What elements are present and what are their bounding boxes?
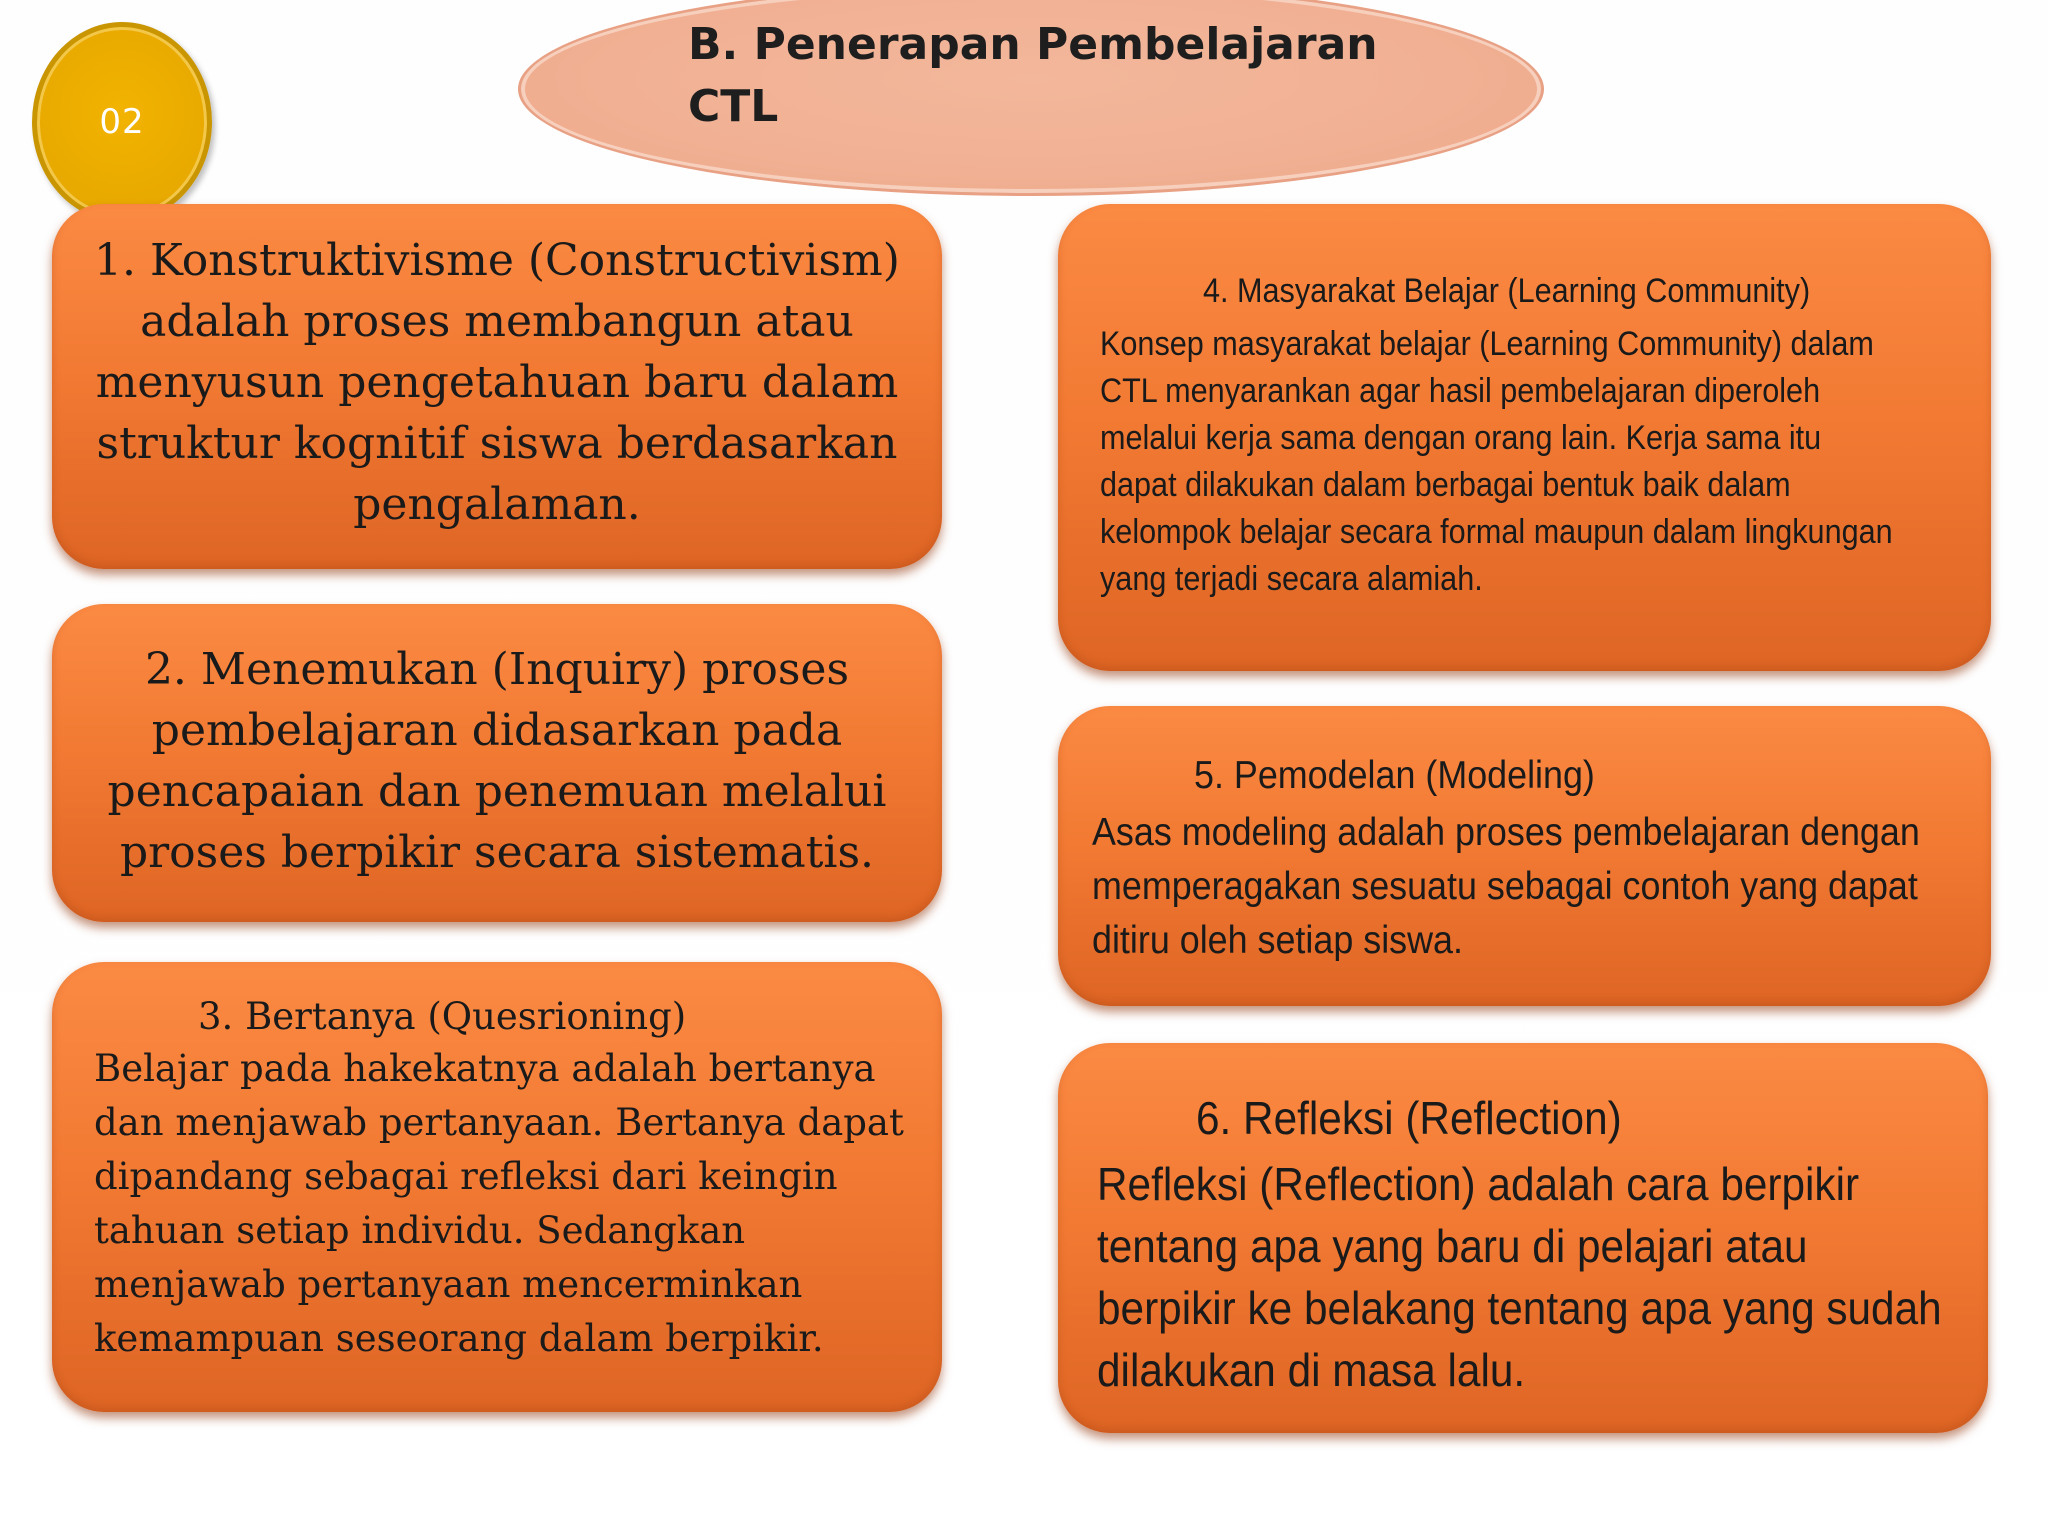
text-line: Refleksi (Reflection) adalah cara berpikir	[1097, 1158, 1860, 1210]
inquiry-text	[92, 639, 902, 883]
text-line: pembelajaran didasarkan pada	[151, 705, 843, 756]
text-line: Konsep masyarakat belajar (Learning Community) dalam	[1100, 325, 1874, 363]
slide-title	[688, 14, 1378, 138]
text-line: kemampuan seseorang dalam berpikir.	[94, 1317, 824, 1360]
reflection-box	[1058, 1043, 1988, 1433]
text-line: adalah proses membangun atau	[140, 296, 854, 347]
text-line: menjawab pertanyaan mencerminkan	[94, 1263, 803, 1306]
text-line: CTL menyarankan agar hasil pembelajaran diperoleh	[1100, 372, 1821, 410]
text-line: memperagakan sesuatu sebagai contoh yang dapat	[1092, 865, 1918, 908]
text-line: kelompok belajar secara formal maupun dalam lingkungan	[1100, 513, 1893, 551]
learning-community-text	[1100, 321, 1946, 603]
text-line: dan menjawab pertanyaan. Bertanya dapat	[94, 1101, 904, 1144]
text-line: proses berpikir secara sistematis.	[119, 827, 875, 878]
text-line: pencapaian dan penemuan melalui	[107, 766, 887, 817]
reflection-heading: 6. Refleksi (Reflection)	[1196, 1092, 1622, 1144]
slide-number: 02	[99, 102, 145, 142]
text-line: pengalaman.	[353, 479, 641, 530]
title-line-2: CTL	[688, 81, 779, 132]
questioning-heading: 3. Bertanya (Quesrioning)	[198, 995, 687, 1038]
text-line: tahuan setiap individu. Sedangkan	[94, 1209, 746, 1252]
learning-community-box	[1058, 204, 1991, 671]
modeling-heading: 5. Pemodelan (Modeling)	[1194, 754, 1595, 797]
text-line: tentang apa yang baru di pelajari atau	[1097, 1220, 1808, 1272]
text-line: Asas modeling adalah proses pembelajaran dengan	[1092, 811, 1920, 854]
constructivism-box	[52, 204, 942, 569]
text-line: yang terjadi secara alamiah.	[1100, 560, 1483, 598]
text-line: 2. Menemukan (Inquiry) proses	[144, 644, 850, 695]
text-line: dipandang sebagai refleksi dari keingin	[94, 1155, 838, 1198]
text-line: melalui kerja sama dengan orang lain. Kerja sama itu	[1100, 419, 1822, 457]
inquiry-box	[52, 604, 942, 922]
modeling-box	[1058, 706, 1991, 1006]
questioning-box	[52, 962, 942, 1412]
title-line-1: B. Penerapan Pembelajaran	[688, 19, 1378, 70]
text-line: 1. Konstruktivisme (Constructivism)	[94, 235, 900, 286]
reflection-text	[1097, 1153, 1953, 1401]
modeling-text	[1092, 806, 1957, 968]
text-line: dapat dilakukan dalam berbagai bentuk baik dalam	[1100, 466, 1791, 504]
learning-community-heading: 4. Masyarakat Belajar (Learning Community)	[1203, 272, 1811, 310]
text-line: Belajar pada hakekatnya adalah bertanya	[94, 1047, 876, 1090]
constructivism-text	[92, 230, 902, 535]
text-line: menyusun pengetahuan baru dalam	[95, 357, 899, 408]
text-line: struktur kognitif siswa berdasarkan	[96, 418, 898, 469]
text-line: dilakukan di masa lalu.	[1097, 1344, 1526, 1396]
text-line: berpikir ke belakang tentang apa yang sudah	[1097, 1282, 1942, 1334]
text-line: ditiru oleh setiap siswa.	[1092, 919, 1463, 962]
questioning-text	[94, 1042, 912, 1366]
